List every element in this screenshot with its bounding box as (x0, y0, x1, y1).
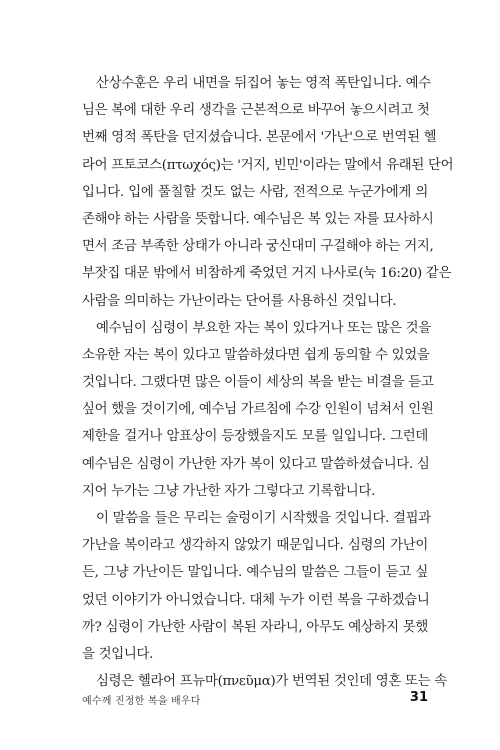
text-line: 까? 심령이 가난한 사람이 복된 자라니, 아무도 예상하지 못했 (82, 619, 428, 635)
text-line: 산상수훈은 우리 내면을 뒤집어 놓는 영적 폭탄입니다. 예수 (96, 76, 431, 91)
text-line: 존해야 하는 사람을 뜻합니다. 예수님은 복 있는 자를 묘사하시 (82, 211, 434, 227)
text-line: 입니다. 입에 풀칠할 것도 없는 사람, 전적으로 누군가에게 의 (82, 184, 428, 200)
text-line: 제한을 걸거나 암표상이 등장했을지도 모를 일입니다. 그런데 (82, 429, 428, 445)
running-title: 예수께 진정한 복을 배우다 (82, 696, 201, 707)
text-line: 예수님은 심령이 가난한 자가 복이 있다고 말씀하셨습니다. 심 (82, 456, 430, 472)
text-line: 지어 누가는 그냥 가난한 자가 그렇다고 기록합니다. (82, 483, 376, 499)
page-number: 31 (409, 690, 428, 705)
text-line: 소유한 자는 복이 있다고 말씀하셨다면 쉽게 동의할 수 있었을 (82, 347, 430, 363)
body-text (82, 70, 454, 695)
text-line: 님은 복에 대한 우리 생각을 근본적으로 바꾸어 놓으시려고 첫 (82, 103, 430, 119)
page-footer (82, 690, 428, 710)
text-line: 싶어 했을 것이기에, 예수님 가르침에 수강 인원이 넘쳐서 인원 (82, 402, 434, 418)
text-line: 면서 조금 부족한 상태가 아니라 궁신대미 구걸해야 하는 거지, (82, 239, 434, 255)
text-line: 예수님이 심령이 부요한 자는 복이 있다거나 또는 많은 것을 (96, 320, 431, 336)
text-line: 었던 이야기가 아니었습니다. 대체 누가 이런 복을 구하겠습니 (82, 592, 430, 608)
text-line: 번째 영적 폭탄을 던지셨습니다. 본문에서 '가난'으로 번역된 헬 (82, 130, 437, 146)
text-line: 심령은 헬라어 프뉴마(πνεῦμα)가 번역된 것인데 영혼 또는 속 (96, 674, 447, 690)
text-line: 사람을 의미하는 가난이라는 단어를 사용하신 것입니다. (82, 293, 397, 309)
text-line: 이 말씀을 들은 무리는 술렁이기 시작했을 것입니다. 결핍과 (96, 511, 431, 526)
text-line: 것입니다. 그랬다면 많은 이들이 세상의 복을 받는 비결을 듣고 (82, 375, 434, 391)
text-line: 을 것입니다. (82, 646, 154, 662)
text-line: 라어 프토코스(πτωχός)는 '거지, 빈민'이라는 말에서 유래된 단어 (82, 157, 454, 173)
text-line: 든, 그냥 가난이든 말입니다. 예수님의 말씀은 그들이 듣고 싶 (82, 565, 428, 581)
text-line: 부잣집 대문 밖에서 비참하게 죽었던 거지 나사로(눅 16:20) 같은 (82, 266, 452, 282)
text-line: 가난을 복이라고 생각하지 않았기 때문입니다. 심령의 가난이 (82, 538, 428, 554)
